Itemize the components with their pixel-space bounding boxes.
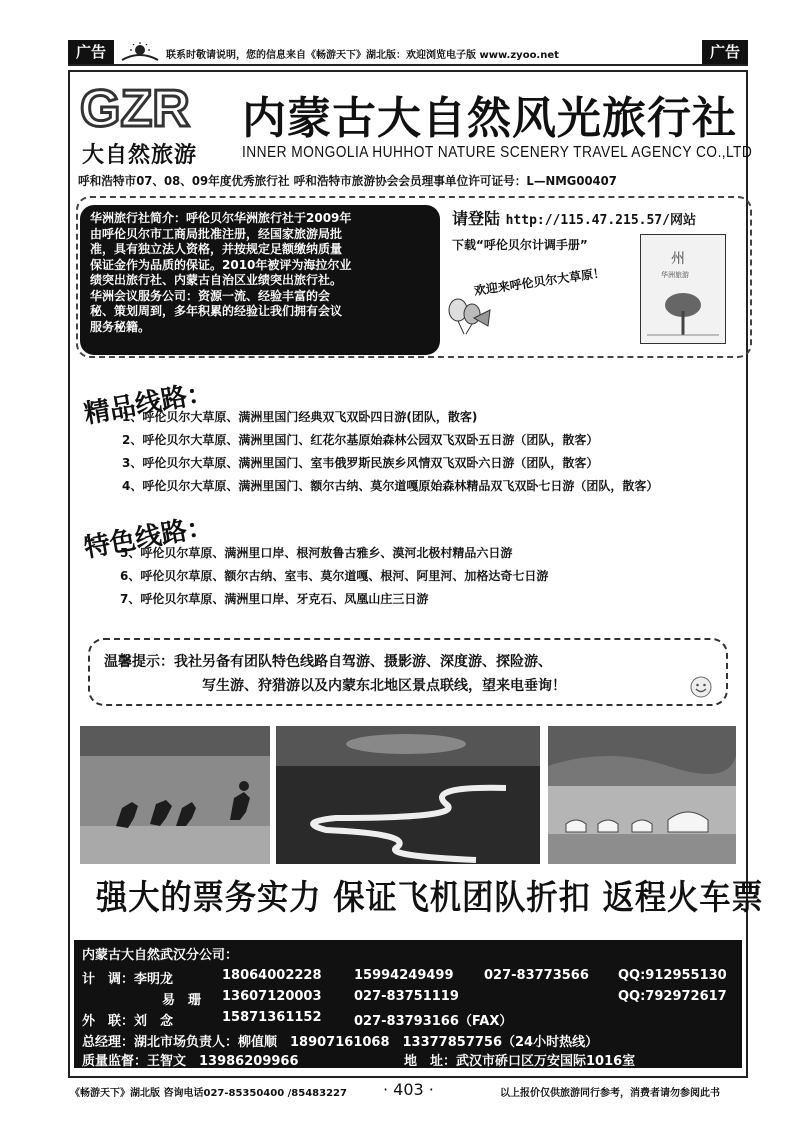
footer-disclaimer: 以上报价仅供旅游同行参考，消费者请勿参阅此书 [500,1088,720,1099]
contact-label: 计 调：李明龙 [82,972,174,987]
company-title: 内蒙古大自然风光旅行社 [242,93,737,144]
ad-label-left: 广告 [68,40,114,64]
intro-line: 秘、策划周到，多年积累的经验让我们拥有会议 [90,304,343,318]
brand-header [80,82,753,168]
ticket-slogan: 强大的票务实力 保证飞机团队折扣 返程火车票 [96,878,764,918]
svg-text:华洲旅游: 华洲旅游 [661,271,689,279]
license-line: 呼和浩特市07、08、09年度优秀旅行社 呼和浩特市旅游协会会员理事单位许可证号：L—NMG00407 [78,174,617,188]
tips-box [88,638,728,706]
phone-number[interactable]: 13607120003 [222,989,322,1004]
download-handbook[interactable]: 下载“呼伦贝尔计调手册” [452,238,588,252]
login-label: 请登陆 [452,209,501,228]
intro-line: 绩突出旅行社、内蒙古自治区业绩突出旅行社。 [90,273,343,287]
contact-label: 易 珊 [162,993,202,1008]
handbook-cover[interactable] [640,234,726,344]
route-item: 5、呼伦贝尔草原、满洲里口岸、根河敖鲁古雅乡、漠河北极村精品六日游 [120,546,513,560]
phone-number[interactable]: 027-83751119 [354,989,459,1004]
premium-routes [122,406,658,498]
top-bar [68,40,748,66]
branch-name: 内蒙古大自然武汉分公司： [82,948,239,963]
phone-number[interactable]: 18064002228 [222,968,322,983]
website-url[interactable]: http://115.47.215.57/网站 [505,213,696,228]
horses-photo [80,726,270,864]
address: 地 址：武汉市硚口区万安国际1016室 [404,1054,636,1069]
svg-text:GZR: GZR [80,82,190,134]
quality-supervisor: 质量监督：王智文 13986209966 [82,1054,299,1069]
header-note: 联系时敬请说明，您的信息来自《畅游天下》湖北版：欢迎浏览电子版 www.zyoo.net [166,50,559,61]
contact-box [74,940,742,1068]
intro-box [80,205,440,355]
company-english-name: INNER MONGOLIA HUHHOT NATURE SCENERY TRAVEL AGENCY CO.,LTD [242,144,753,161]
intro-line: 服务秘籍。 [90,319,151,334]
route-item: 7、呼伦贝尔草原、满洲里口岸、牙克石、凤凰山庄三日游 [120,592,429,606]
river-photo [276,726,540,864]
page-number: · 403 · [383,1080,434,1099]
magazine-logo-icon [118,42,162,62]
smiley-icon [690,676,712,698]
qq-number[interactable]: QQ:912955130 [618,968,727,983]
intro-line: 准，具有独立法人资格，并按规定足额缴纳质量 [90,242,343,256]
premium-routes-title: 精品线路： [81,377,216,430]
qq-number[interactable]: QQ:792972617 [618,989,727,1004]
intro-line: 保证金作为品质的保证。2010年被评为海拉尔业 [90,257,352,272]
route-item: 4、呼伦贝尔大草原、满洲里国门、额尔古纳、莫尔道嘎原始森林精品双飞双卧七日游（团队，散客） [122,479,659,493]
phone-number[interactable]: 15994249499 [354,968,454,983]
company-logo [80,82,230,168]
intro-line: 华洲旅行社简介：呼伦贝尔华洲旅行社于2009年 [90,211,352,225]
footer-publication: 《畅游天下》湖北版 咨询电话027-85350400 /85483227 [70,1088,347,1099]
fax-number[interactable]: 027-83793166（FAX） [354,1014,513,1029]
route-item: 1、呼伦贝尔大草原、满洲里国门经典双飞双卧四日游(团队，散客) [122,410,478,424]
handbook-tree-icon [641,235,725,343]
route-item: 2、呼伦贝尔大草原、满洲里国门、红花尔基原始森林公园双飞双卧五日游（团队，散客） [122,433,599,447]
route-item: 6、呼伦贝尔草原、额尔古纳、室韦、莫尔道嘎、根河、阿里河、加格达奇七日游 [120,569,549,583]
logo-chinese: 大自然旅游 [82,142,198,168]
contact-label: 外 联：刘 念 [82,1014,174,1029]
gzr-logo-icon [80,82,230,134]
tips-line-1: 温馨提示：我社另备有团队特色线路自驾游、摄影游、深度游、探险游、 [104,654,552,670]
welcome-text: 欢迎来呼伦贝尔大草原！ [473,265,606,298]
intro-line: 由呼伦贝尔市工商局批准注册，经国家旅游局批 [90,226,343,241]
yurt-photo [548,726,736,864]
phone-number[interactable]: 027-83773566 [484,968,589,983]
login-prompt [452,206,696,229]
manager-line: 总经理：湖北市场负责人：柳值顺 18907161068 13377857756（24小时热线） [82,1035,599,1050]
special-routes-title: 特色线路： [81,511,216,564]
intro-line: 华洲会议服务公司：资源一流、经验丰富的会 [90,288,331,303]
tips-line-2: 写生游、狩猎游以及内蒙东北地区景点联线，望来电垂询！ [202,678,566,694]
special-routes [120,542,548,611]
route-item: 3、呼伦贝尔大草原、满洲里国门、室韦俄罗斯民族乡风情双飞双卧六日游（团队，散客） [122,456,599,470]
ad-label-right: 广告 [702,40,748,64]
svg-text:州: 州 [671,251,685,267]
phone-number[interactable]: 15871361152 [222,1010,322,1025]
balloons-icon [444,296,492,336]
